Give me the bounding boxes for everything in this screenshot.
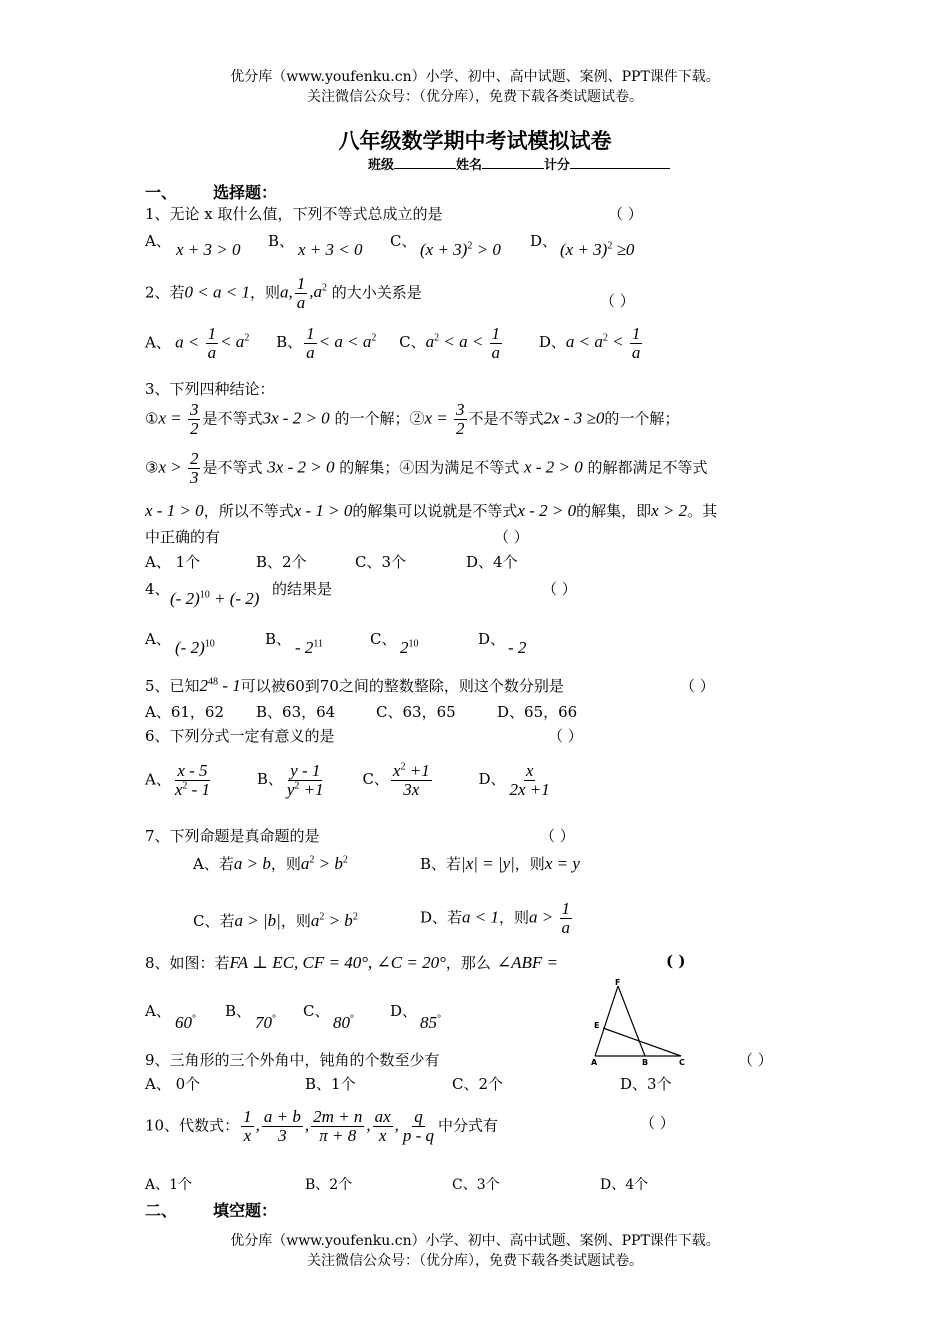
q10-stem: 10、代数式： $\frac{1}{x}$ , $\frac{a + b}{3}$ , $\frac{2m + n}{\pi + 8}$ , $\frac{ax}{x}$ , $\frac{q}{p - q}$ 中分式有 — [145, 1107, 499, 1145]
q7-paren: （ ） — [540, 827, 575, 845]
q3-statement-2: ③x > $\frac{2}{3}$ 是不等式 3x - 2 > 0 的解集；④因为满足不等式 x - 2 > 0 的解都满足不等式 — [145, 449, 708, 487]
q4-paren: （ ） — [542, 580, 577, 598]
q6-options: A、 $\frac{x - 5}{x^2 - 1}$ B、 $\frac{y - 1}{y^2 +1}$ C、 $\frac{x^2 +1}{3x}$ D、 $\frac{x}{2x +1}$ — [145, 761, 550, 799]
q7-option-b: B、若|x| = |y|，则x = y — [420, 854, 580, 873]
q8-option-c-label: C、 — [303, 1002, 330, 1020]
q4-option-d: - 2 — [508, 638, 527, 657]
q9-option-b: B、1个 — [305, 1075, 356, 1093]
q3-stem: 3、下列四种结论： — [145, 380, 275, 398]
q8-option-b: 70° — [255, 1013, 276, 1032]
class-label: 班级 — [368, 158, 395, 173]
q3-option-d: D、4个 — [466, 553, 518, 571]
q8-stem: 8、如图：若FA ⊥ EC, CF = 40°, ∠C = 20°，那么 ∠ABF = — [145, 953, 559, 972]
q4-option-b-label: B、 — [265, 630, 292, 648]
q4-option-a-label: A、 — [145, 630, 171, 648]
q7-option-a: A、若a > b，则$a^2 > b^2$ — [193, 854, 348, 873]
q2-paren: （ ） — [600, 292, 635, 310]
q4-option-c: $2^{10}$ — [400, 638, 419, 657]
q3-statement-1: ①x = $\frac{3}{2}$ 是不等式3x - 2 > 0 的一个解；②x = $\frac{3}{2}$ 不是不等式2x - 3 ≥0的一个解； — [145, 400, 680, 438]
name-label: 姓名 — [456, 158, 483, 173]
q3-option-b: B、2个 — [256, 553, 307, 571]
q3-question: 中正确的有 — [145, 528, 221, 546]
q5-stem: 5、已知$2^{48} - 1$可以被60到70之间的整数整除，则这个数分别是 — [145, 676, 564, 695]
footer-line-2: 关注微信公众号：（优分库），免费下载各类试题试卷。 — [307, 1253, 643, 1269]
page-title: 八年级数学期中考试模拟试卷 — [338, 128, 612, 153]
q8-paren: ( ) — [666, 952, 686, 970]
q9-option-c: C、2个 — [452, 1075, 504, 1093]
q2-options: A、 a < $\frac{1}{a}$ < $a^2$ B、 $\frac{1}{a}$ < $a < a^2$ C、$a^2 < a$ < $\frac{1}{a}$ D、$a < a^2$ < $\frac{1}{a}$ — [145, 324, 641, 362]
q4-expression: (- 2)$^{10}$ + (- 2) — [170, 589, 260, 608]
q9-option-a: A、 0个 — [145, 1075, 201, 1093]
q1-option-d-label: D、 — [530, 232, 558, 250]
q1-paren: （ ） — [608, 205, 643, 223]
q8-option-d-label: D、 — [390, 1002, 418, 1020]
q10-option-d: D、4个 — [600, 1177, 649, 1193]
meta-line — [368, 154, 670, 173]
q1-option-c: $(x + 3)^2 > 0$ — [420, 240, 501, 259]
q8-option-a: 60° — [175, 1013, 196, 1032]
q1-stem: 1、无论 x 取什么值，下列不等式总成立的是 — [145, 205, 443, 223]
q6-paren: （ ） — [548, 727, 583, 745]
section-1-heading: 一、 选择题： — [145, 183, 278, 202]
q1-option-b-label: B、 — [268, 232, 295, 250]
q9-option-d: D、3个 — [620, 1075, 672, 1093]
q4-stem: 的结果是 — [272, 580, 333, 598]
footer-line-1: 优分库（www.youfenku.cn）小学、初中、高中试题、案例、PPT课件下载。 — [230, 1233, 720, 1249]
q8-option-a-label: A、 — [145, 1002, 171, 1020]
q3-option-c: C、3个 — [355, 553, 407, 571]
fig-label-f: F — [615, 978, 621, 987]
q4-option-d-label: D、 — [478, 630, 506, 648]
header-line-1: 优分库（www.youfenku.cn）小学、初中、高中试题、案例、PPT课件下载。 — [230, 69, 720, 85]
q8-triangle-figure — [585, 978, 695, 1068]
q3-option-a: A、 1个 — [145, 553, 201, 571]
q5-option-c: C、63，65 — [376, 703, 456, 721]
q3-statement-3: x - 1 > 0，所以不等式x - 1 > 0的解集可以说就是不等式x - 2 > 0的解集，即x > 2。其 — [145, 501, 718, 520]
q10-paren: （ ） — [640, 1114, 675, 1132]
q4-option-a: (- 2)$^{10}$ — [175, 638, 215, 657]
q3-paren: （ ） — [494, 528, 529, 546]
fig-label-a: A — [591, 1058, 598, 1067]
section-2-heading: 二、 填空题： — [145, 1201, 278, 1220]
q9-paren: （ ） — [738, 1051, 773, 1069]
q7-option-d: D、若a < 1，则a > $\frac{1}{a}$ — [420, 899, 571, 937]
q7-option-c: C、若a > |b|，则$a^2 > b^2$ — [193, 911, 358, 930]
q1-option-b: x + 3 < 0 — [298, 240, 363, 259]
q6-stem: 6、下列分式一定有意义的是 — [145, 727, 335, 745]
q5-option-a: A、61，62 — [145, 703, 225, 721]
q7-stem: 7、下列命题是真命题的是 — [145, 827, 320, 845]
q10-option-c: C、3个 — [452, 1177, 500, 1193]
q1-option-c-label: C、 — [390, 232, 417, 250]
q4-option-b: - $2^{11}$ — [295, 638, 324, 657]
q5-option-d: D、65，66 — [497, 703, 578, 721]
q2-stem: 2、若0 < a < 1，则a, $\frac{1}{a}$ $,a^2$ 的大小关系是 — [145, 274, 422, 312]
q8-option-b-label: B、 — [225, 1002, 252, 1020]
fig-label-b: B — [642, 1058, 649, 1067]
score-label: 计分 — [544, 158, 571, 173]
fig-label-e: E — [594, 1021, 600, 1030]
q5-paren: （ ） — [680, 677, 715, 695]
q10-option-b: B、2个 — [305, 1177, 353, 1193]
q9-stem: 9、三角形的三个外角中，钝角的个数至少有 — [145, 1051, 440, 1069]
q8-option-d: 85° — [420, 1013, 441, 1032]
q4-number: 4、 — [145, 580, 170, 598]
q4-option-c-label: C、 — [370, 630, 397, 648]
q1-option-a-label: A、 — [145, 232, 171, 250]
fig-label-c: C — [679, 1058, 685, 1067]
q5-option-b: B、63，64 — [256, 703, 336, 721]
q1-option-a: x + 3 > 0 — [176, 240, 241, 259]
header-line-2: 关注微信公众号：（优分库），免费下载各类试题试卷。 — [307, 89, 643, 105]
q1-option-d: $(x + 3)^2 \ge 0$ — [560, 240, 635, 259]
q8-option-c: 80° — [333, 1013, 354, 1032]
q10-option-a: A、1个 — [145, 1177, 193, 1193]
